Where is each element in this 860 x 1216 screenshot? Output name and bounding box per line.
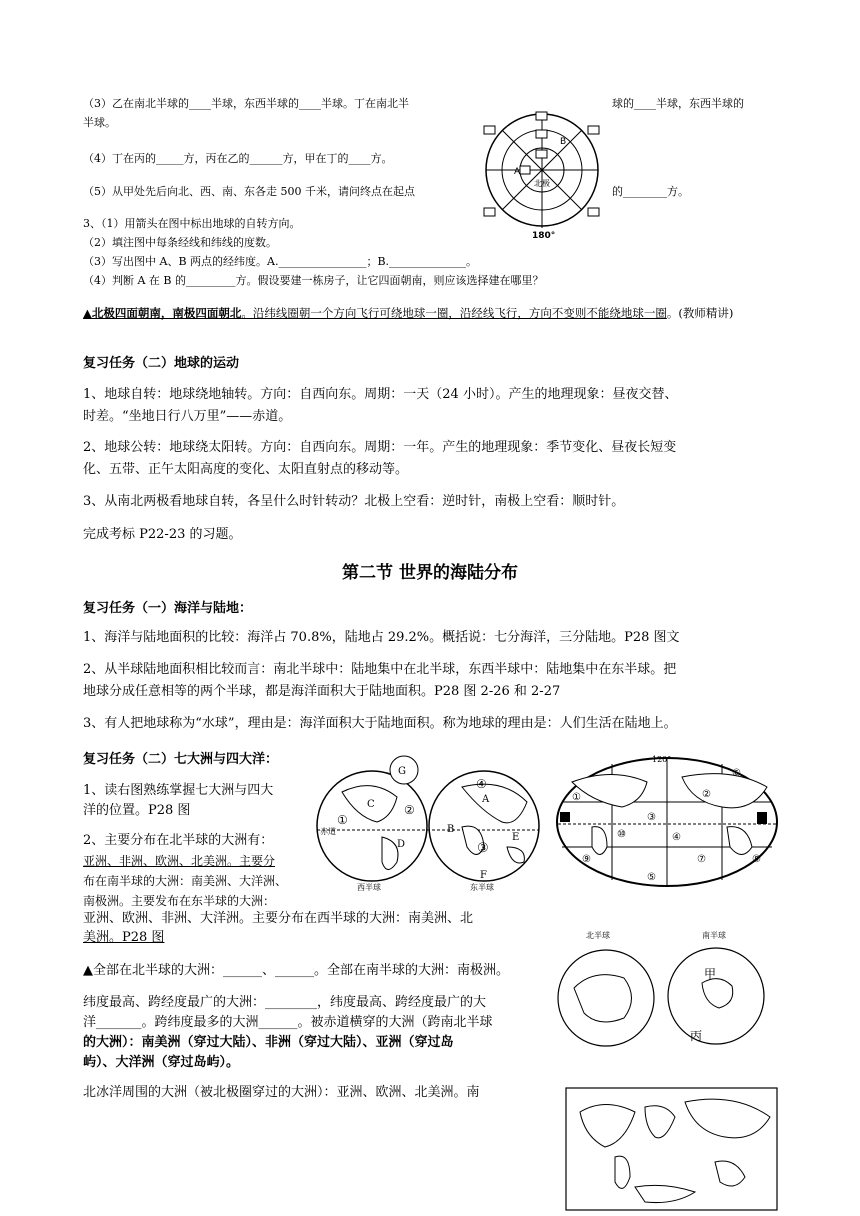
c2-line-f: 美洲。P28 图 [83, 930, 165, 945]
section-title: 第二节 世界的海陆分布 [342, 563, 518, 583]
mark-d: D [397, 839, 406, 850]
label-a: A [514, 167, 521, 177]
section-heading-1: 复习任务（一）海洋与陆地： [83, 601, 253, 616]
bing-label: 丙 [690, 1029, 703, 1043]
hemisphere-map [312, 752, 547, 892]
mark-a: A [482, 794, 490, 805]
south-hemi-label: 南半球 [702, 931, 726, 940]
p3-line4: （4）判断 A 在 B 的_________方。假设要建一栋房子，让它四面朝南，则应该选择建在哪里？ [83, 274, 544, 287]
label-180: 180° [532, 231, 556, 240]
mark-c: C [367, 799, 375, 810]
section-s3: 3、有人把地球称为“水球”，理由是：海洋面积大于陆地面积。称为地球的理由是：人们生活在陆地上。 [83, 716, 677, 731]
q4-text: （4）丁在丙的_____方，丙在乙的______方，甲在丁的____方。 [83, 152, 393, 165]
mark-b: B [447, 824, 455, 835]
wm-9: ⑨ [582, 854, 591, 865]
wm-8: ⑧ [752, 854, 761, 865]
continents-outline-map [565, 1087, 778, 1211]
west-hemi-label: 西半球 [357, 883, 381, 892]
wm-6: ⑥ [732, 768, 741, 779]
mark-1: ① [337, 813, 348, 827]
c1-line-b: 洋的位置。P28 图 [83, 803, 191, 818]
p3-line2: （2）填注图中每条经线和纬线的度数。 [83, 236, 277, 249]
c1-line-a: 1、读右图熟练掌握七大洲与四大 [83, 783, 274, 798]
wm-10: ⑩ [617, 829, 626, 840]
task2-row1b: 时差。“坐地日行八万里”——赤道。 [83, 409, 292, 424]
mark-f: F [480, 870, 487, 881]
task2-row3: 3、从南北两极看地球自转，各呈什么时针转动？北极上空看：逆时针，南极上空看：顺时针。 [83, 494, 625, 509]
c4-line-b: 洋_______。跨纬度最多的大洲______。被赤道横穿的大洲（跨南北半球 [83, 1015, 493, 1030]
c2-line-c: 布在南半球的大洲：南美洲、大洋洲、 [83, 874, 288, 888]
mark-2: ② [404, 803, 415, 817]
wm-4: ④ [672, 832, 681, 843]
task2-row2b: 化、五带、正午太阳高度的变化、太阳直射点的移动等。 [83, 462, 409, 477]
c4-line-c: 的大洲）：南美洲（穿过大陆）、非洲（穿过大陆）、亚洲（穿过岛 [83, 1035, 454, 1050]
jia-label: 甲 [704, 967, 717, 981]
wm-5: ⑤ [647, 872, 656, 883]
mark-3: ③ [477, 841, 489, 856]
c5-line: 北冰洋周围的大洲（被北极圈穿过的大洲）：亚洲、欧洲、北美洲。南 [83, 1085, 480, 1100]
label-b: B [560, 137, 567, 147]
note-bold: ▲北极四面朝南，南极四面朝北 [83, 306, 242, 320]
mark-4: ④ [476, 777, 487, 791]
note-tail: 。(教师精讲) [666, 306, 734, 320]
wm-7: ⑦ [697, 854, 706, 865]
c2-line-a: 2、主要分布在北半球的大洲有： [83, 833, 274, 848]
section-s2b: 地球分成任意相等的两个半球，都是海洋面积大于陆地面积。P28 图 2-26 和 2-27 [83, 684, 561, 699]
q3-part-a: （3）乙在南北半球的____半球，东西半球的____半球。丁在南北半 [83, 97, 409, 110]
task2-row1: 1、地球自转：地球绕地轴转。方向：自西向东。周期：一天（24 小时）。产生的地理现象：昼夜交替、 [83, 387, 678, 402]
task2-row4: 完成考标 P22-23 的习题。 [83, 527, 242, 542]
mark-g: G [398, 766, 406, 777]
q5-part-b: 的________方。 [612, 185, 689, 198]
world-map [552, 752, 782, 892]
north-hemi-label: 北半球 [586, 931, 610, 940]
c4-line-a: 纬度最高、跨经度最广的大洲：________，纬度最高、跨经度最广的大 [83, 995, 487, 1010]
p3-line3: （3）写出图中 A、B 两点的经纬度。A.________________；B.______________。 [83, 255, 478, 268]
c2-line-e: 亚洲、欧洲、非洲、大洋洲。主要分布在西半球的大洲：南美洲、北 [83, 911, 474, 926]
equator-label: 赤道 [320, 827, 336, 836]
label-north-pole: 北极 [534, 179, 550, 188]
polar-diagram [480, 108, 610, 240]
c2-line-b: 亚洲、非洲、欧洲、北美洲。主要分 [83, 854, 276, 868]
c3-line: ▲全部在北半球的大洲：______、______。全部在南半球的大洲：南极洲。 [83, 963, 509, 978]
q3-part-b: 球的____半球，东西半球的 [612, 97, 744, 110]
note-rest: 。沿纬线圈朝一个方向飞行可绕地球一圈，沿经线飞行，方向不变则不能绕地球一圈 [241, 306, 667, 320]
section-heading-2: 复习任务（二）七大洲与四大洋： [83, 752, 279, 767]
task2-row2: 2、地球公转：地球绕太阳转。方向：自西向东。周期：一年。产生的地理现象：季节变化、昼夜长短变 [83, 440, 677, 455]
mark-e: E [512, 832, 520, 843]
world-top-label: 120° [652, 755, 672, 764]
wm-1: ① [572, 792, 581, 803]
c4-line-d: 屿）、大洋洲（穿过岛屿）。 [83, 1055, 240, 1070]
q5-part-a: （5）从甲处先后向北、西、南、东各走 500 千米，请问终点在起点 [83, 185, 415, 198]
pole-views [554, 928, 769, 1063]
wm-3: ③ [647, 812, 656, 823]
note-paragraph [83, 304, 783, 322]
p3-line1: 3、（1）用箭头在图中标出地球的自转方向。 [83, 217, 301, 230]
section-s2: 2、从半球陆地面积相比较而言：南北半球中：陆地集中在北半球，东西半球中：陆地集中在东半球。把 [83, 662, 677, 677]
c2-line-d: 南极洲。主要发布在东半球的大洲： [83, 894, 276, 908]
q3-part-c: 半球。 [83, 116, 116, 129]
wm-2: ② [702, 789, 711, 800]
task2-heading: 复习任务（二）地球的运动 [83, 356, 240, 371]
east-hemi-label: 东半球 [470, 883, 494, 892]
section-s1: 1、海洋与陆地面积的比较：海洋占 70.8%，陆地占 29.2%。概括说：七分海洋，三分陆地。P28 图文 [83, 630, 680, 645]
